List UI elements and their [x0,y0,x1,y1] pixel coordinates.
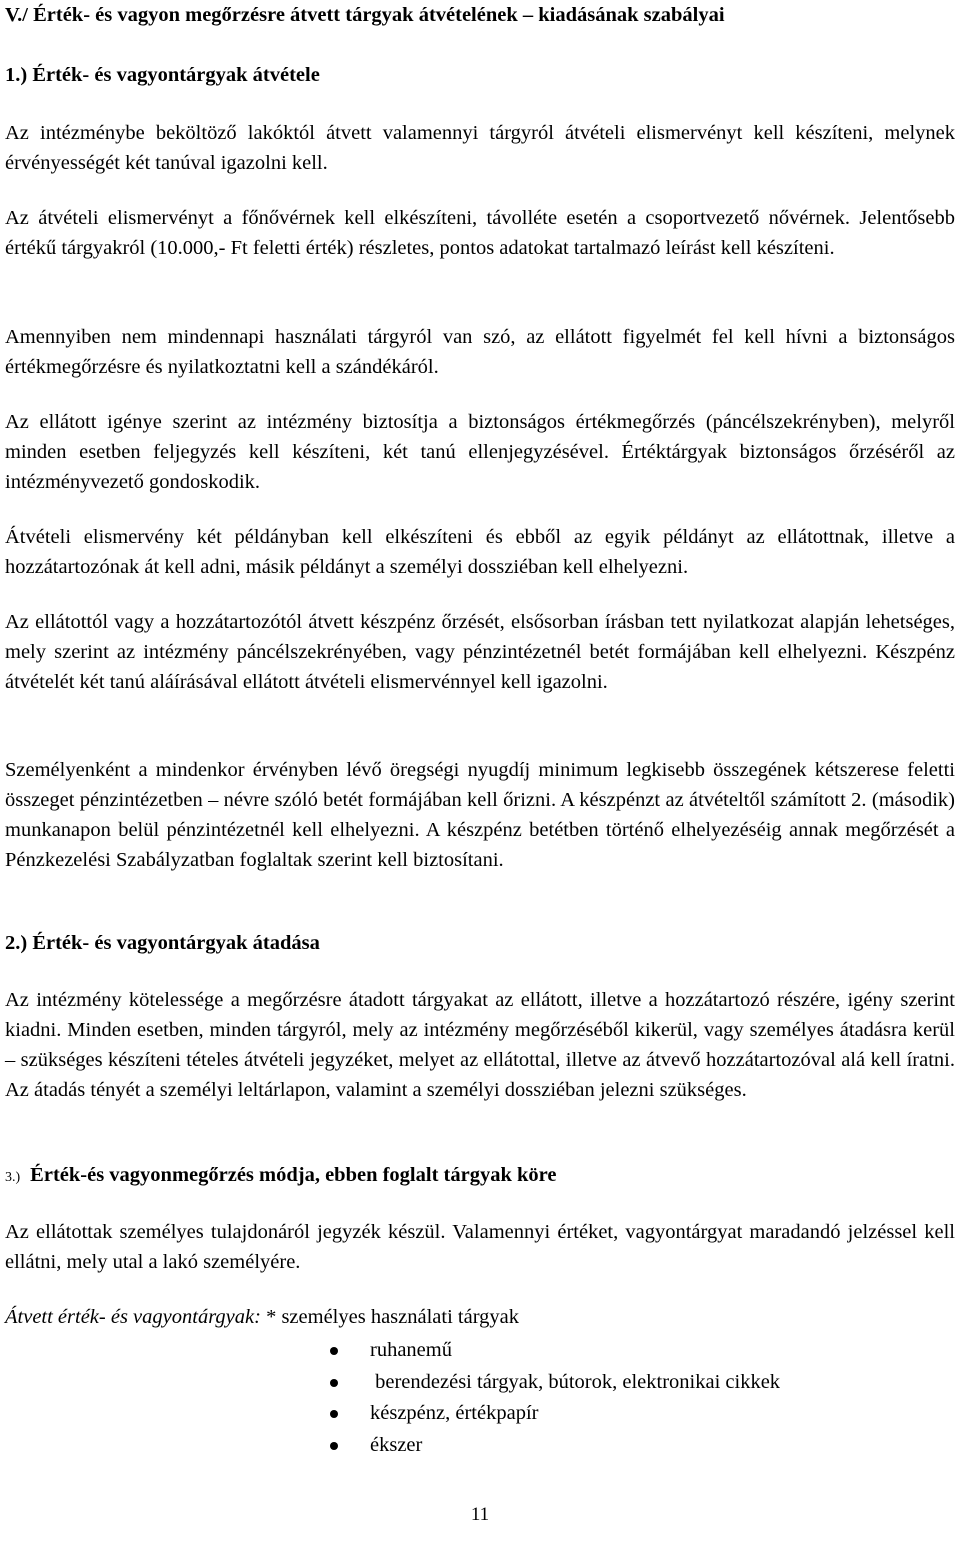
section-1-paragraph: Átvételi elismervény két példányban kell elkészíteni és ebből az egyik példányt az ellátottnak, illetve a hozzátartozónak át kell adni, másik példányt a személyi dossziéban kell elhelyezni. [5,526,955,578]
chapter-heading: V./ Érték- és vagyon megőrzésre átvett tárgyak átvételének – kiadásának szabályai [5,4,725,26]
bullet-icon [330,1410,338,1418]
section-1-paragraph: Amennyiben nem mindennapi használati tárgyról van szó, az ellátott figyelmét fel kell hívni a biztonságos értékmegőrzésre és nyilatkoztatni kell a szándékáról. [5,326,955,378]
list-item [330,1430,780,1462]
list-item-label: készpénz, értékpapír [370,1402,539,1424]
section-1-paragraph: Az intézménybe beköltöző lakóktól átvett valamennyi tárgyról átvételi elismervényt kell készíteni, melynek érvényességét két tanúval igazolni kell. [5,122,955,174]
valuables-list [330,1335,780,1461]
bullet-icon [330,1442,338,1450]
section-3-number: 3.) [5,1170,21,1185]
list-lead-text: * személyes használati tárgyak [260,1306,520,1328]
list-item [330,1335,780,1367]
section-1-paragraph: Az ellátott igénye szerint az intézmény biztosítja a biztonságos értékmegőrzés (páncélszekrényben), melyről minden esetben feljegyzés kell készíteni, két tanú ellenjegyzésével. Értéktárgyak biztonságos őrzéséről az intézményvezető gondoskodik. [5,411,955,493]
list-item [330,1398,780,1430]
list-item [330,1367,780,1399]
section-1-paragraph: Az ellátottól vagy a hozzátartozótól átvett készpénz őrzését, elsősorban írásban tett nyilatkozat alapján lehetséges, mely szerint az intézmény páncélszekrényében, vagy pénzintézetnél betét formájában kell elhelyezni. Készpénz átvételét két tanú aláírásával ellátott átvételi elismervénnyel kell igazolni. [5,611,955,693]
section-1-paragraph: Személyenként a mindenkor érvényben lévő öregségi nyugdíj minimum legkisebb összegének kétszerese feletti összeget pénzintézetben – névre szóló betét formájában kell őrizni. A készpénzt az átvételtől számított 2. (második) munkanapon belül pénzintézetnél kell elhelyezni. A készpénz betétben történő elhelyezéséig annak megőrzését a Pénzkezelési Szabályzatban foglaltak szerint kell biztosítani. [5,759,955,871]
section-3-title-line [5,1160,955,1193]
page-number: 11 [470,1504,490,1525]
list-item-label: berendezési tárgyak, bútorok, elektronikai cikkek [370,1370,781,1393]
bullet-icon [330,1379,338,1387]
section-3-title: Érték-és vagyonmegőrzés módja, ebben foglalt tárgyak köre [30,1164,557,1186]
list-item-label: ruhanemű [370,1339,452,1361]
list-item-label: ékszer [370,1433,423,1456]
section-2-title: 2.) Érték- és vagyontárgyak átadása [5,932,320,954]
section-2-paragraph: Az intézmény kötelessége a megőrzésre átadott tárgyakat az ellátott, illetve a hozzátartozó részére, igény szerint kiadni. Minden esetben, minden tárgyról, mely az intézmény megőrzéséből kikerül, vagy személyes átadásra kerül – szükséges készíteni tételes átvételi jegyzéket, melyet az ellátottal, illetve az átvevő hozzátartozóval alá kell íratni. Az átadás tényét a személyi leltárlapon, valamint a személyi dossziéban jelezni szükséges. [5,989,955,1101]
bullet-icon [330,1347,338,1355]
list-lead [5,1302,955,1332]
section-1-title: 1.) Érték- és vagyontárgyak átvétele [5,64,320,86]
list-lead-label: Átvett érték- és vagyontárgyak: [5,1306,261,1328]
section-3-paragraph: Az ellátottak személyes tulajdonáról jegyzék készül. Valamennyi értéket, vagyontárgyat maradandó jelzéssel kell ellátni, mely utal a lakó személyére. [5,1221,955,1273]
section-1-paragraph: Az átvételi elismervényt a főnővérnek kell elkészíteni, távolléte esetén a csoportvezető nővérnek. Jelentősebb értékű tárgyakról (10.000,- Ft feletti érték) részletes, pontos adatokat tartalmazó leírást kell készíteni. [5,207,955,259]
